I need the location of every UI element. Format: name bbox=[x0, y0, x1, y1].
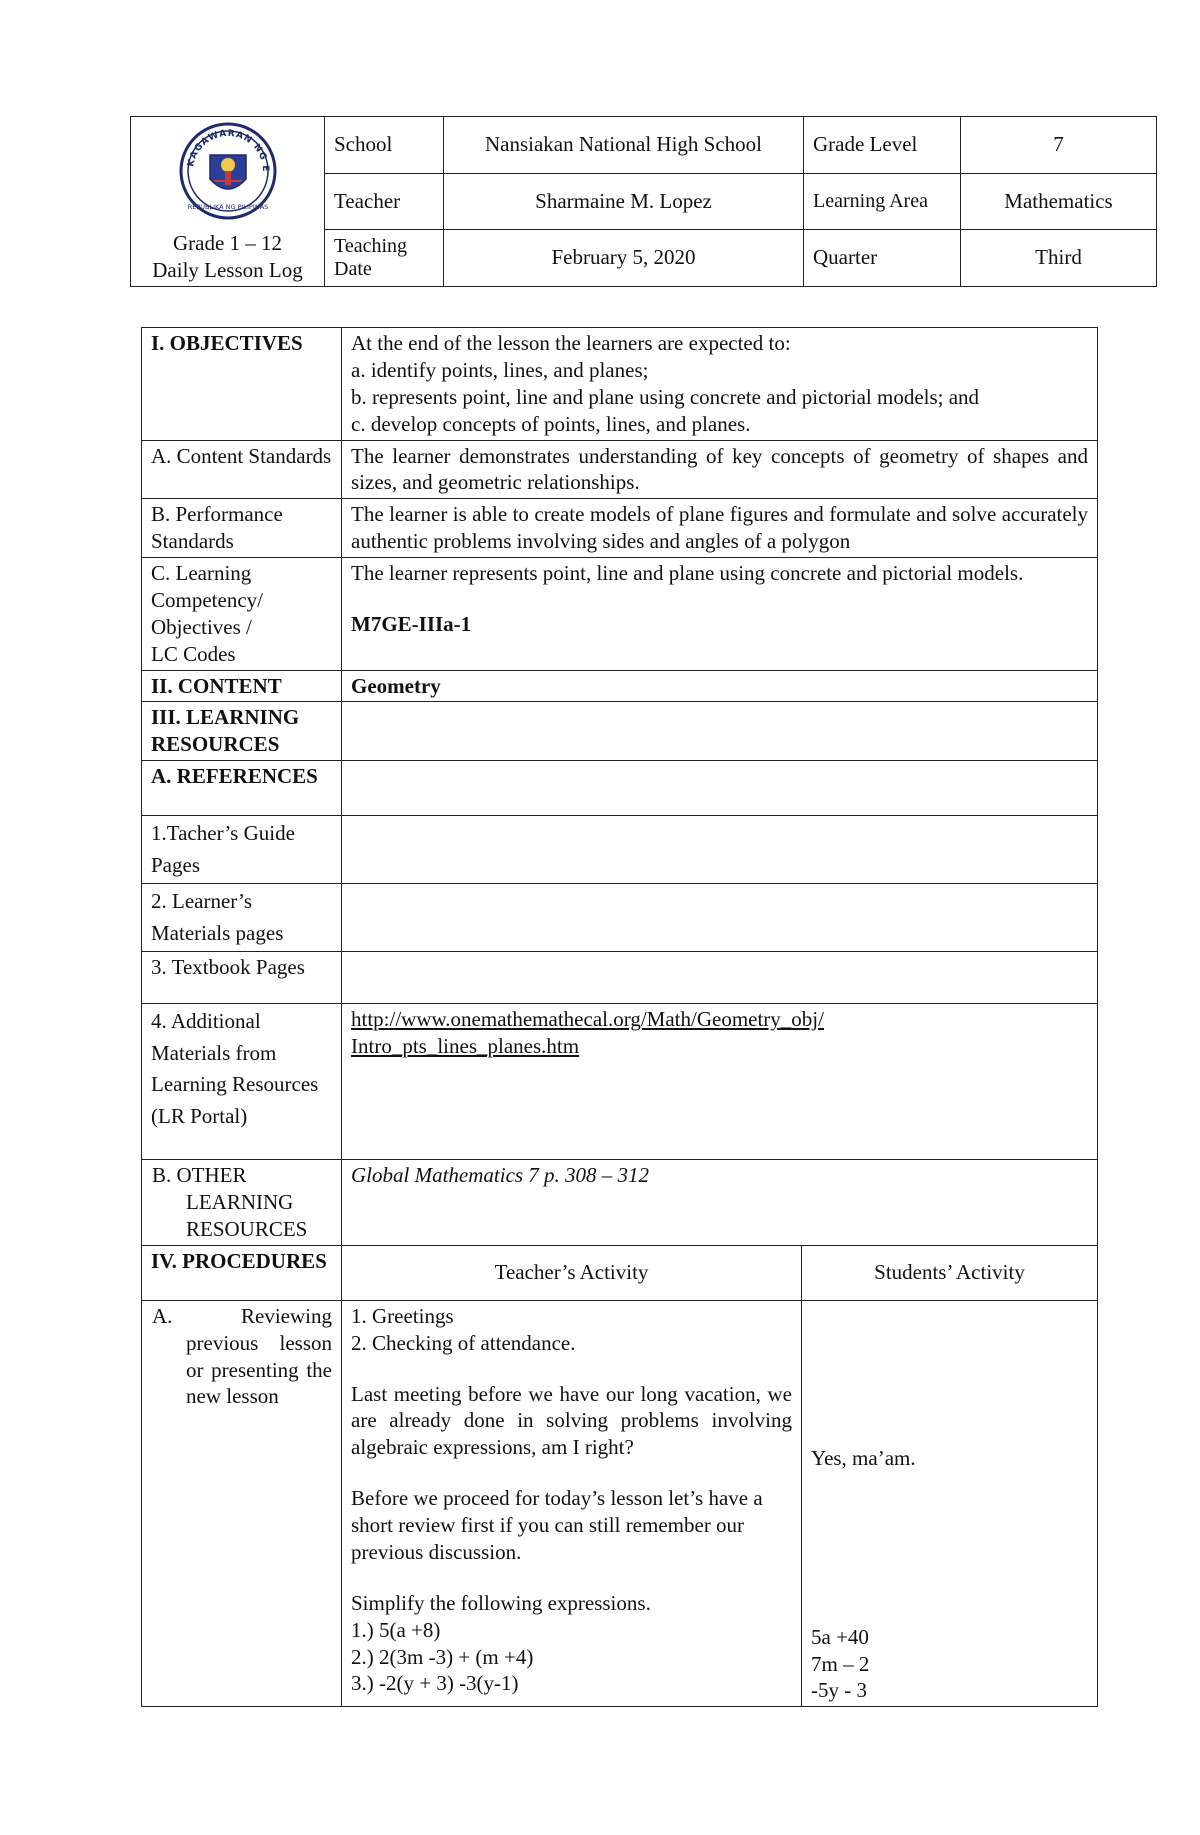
learning-resources-label: III. LEARNING RESOURCES bbox=[151, 705, 300, 757]
grade-level-label: Grade Level bbox=[804, 117, 961, 174]
review-row bbox=[142, 1300, 1098, 1707]
expression-2: 2.) 2(3m -3) + (m +4) bbox=[351, 1644, 534, 1669]
lc-code: M7GE-IIIa-1 bbox=[351, 611, 472, 636]
objective-c: c. develop concepts of points, lines, and planes. bbox=[351, 411, 751, 436]
expression-3: 3.) -2(y + 3) -3(y-1) bbox=[351, 1671, 519, 1696]
additional-materials-row bbox=[142, 1004, 1098, 1160]
competency-label-line2: Competency/ bbox=[151, 587, 263, 612]
school-value: Nansiakan National High School bbox=[444, 117, 804, 174]
learners-materials-label: 2. Learner’s Materials pages bbox=[142, 884, 342, 952]
performance-standards-text: The learner is able to create models of plane figures and formulate and solve accurately authentic problems involving sides and angles of a polygon bbox=[342, 499, 1098, 558]
learning-area-label: Learning Area bbox=[804, 173, 961, 230]
teacher-step-attendance: 2. Checking of attendance. bbox=[351, 1330, 576, 1355]
lr-portal-link-line1: http://www.onemathemathecal.org/Math/Geometry_obj/ bbox=[351, 1007, 824, 1032]
content-standards-text: The learner demonstrates understanding of key concepts of geometry of shapes and sizes, and geometric relationships. bbox=[342, 440, 1098, 499]
learning-resources-row bbox=[142, 702, 1098, 761]
teacher-value: Sharmaine M. Lopez bbox=[444, 173, 804, 230]
lr-portal-link-line2: Intro_pts_lines_planes.htm bbox=[351, 1034, 580, 1058]
quarter-value: Third bbox=[961, 230, 1157, 287]
objective-b: b. represents point, line and plane using concrete and pictorial models; and bbox=[351, 384, 980, 409]
content-row bbox=[142, 670, 1098, 702]
review-label: A. Reviewing previous lesson or presenting the new lesson bbox=[142, 1300, 342, 1707]
teaching-date-label: Teaching Date bbox=[325, 230, 444, 287]
other-resources-label: B. OTHER LEARNING RESOURCES bbox=[142, 1160, 342, 1246]
answer-1: 5a +40 bbox=[811, 1624, 869, 1649]
other-resources-row bbox=[142, 1160, 1098, 1246]
learning-area-value: Mathematics bbox=[961, 173, 1157, 230]
answer-3: -5y - 3 bbox=[811, 1678, 867, 1703]
answer-2: 7m – 2 bbox=[811, 1651, 870, 1676]
school-label: School bbox=[325, 117, 444, 174]
svg-text:REPUBLIKA NG PILIPINAS: REPUBLIKA NG PILIPINAS bbox=[187, 203, 268, 211]
competency-label-line1: C. Learning bbox=[151, 561, 252, 585]
competency-label-line4: LC Codes bbox=[151, 641, 236, 666]
teachers-guide-row bbox=[142, 816, 1098, 884]
lr-portal-link[interactable] bbox=[351, 1007, 824, 1058]
teacher-review-intro: Before we proceed for today’s lesson let’s have a short review first if you can still remember our previous discussion. bbox=[351, 1486, 763, 1564]
procedures-label: IV. PROCEDURES bbox=[151, 1248, 327, 1273]
teacher-label: Teacher bbox=[325, 173, 444, 230]
competency-label-line3: Objectives / bbox=[151, 614, 252, 639]
expression-1: 1.) 5(a +8) bbox=[351, 1617, 441, 1642]
performance-standards-row bbox=[142, 499, 1098, 558]
content-standards-label: A. Content Standards bbox=[142, 440, 342, 499]
additional-materials-label: 4. Additional Materials from Learning Resources (LR Portal) bbox=[142, 1004, 342, 1160]
objective-a: a. identify points, lines, and planes; bbox=[351, 357, 649, 382]
document-type: Daily Lesson Log bbox=[152, 257, 303, 282]
lesson-log-header bbox=[130, 116, 1157, 287]
teacher-step-greetings: 1. Greetings bbox=[351, 1303, 454, 1328]
performance-standards-label: B. Performance Standards bbox=[142, 499, 342, 558]
students-activity-header: Students’ Activity bbox=[802, 1245, 1098, 1300]
teacher-activity-header: Teacher’s Activity bbox=[342, 1245, 802, 1300]
learners-materials-row bbox=[142, 884, 1098, 952]
teacher-review-question: Last meeting before we have our long vacation, we are already done in solving problems involving algebraic expressions, am I right? bbox=[351, 1381, 792, 1460]
deped-seal-icon bbox=[176, 121, 280, 221]
content-label: II. CONTENT bbox=[151, 673, 282, 698]
content-standards-row bbox=[142, 440, 1098, 499]
textbook-pages-row bbox=[142, 952, 1098, 1004]
competency-row bbox=[142, 558, 1098, 671]
svg-text:KAGAWARAN NG EDUKASYON: KAGAWARAN NG E bbox=[185, 128, 270, 173]
grade-level-value: 7 bbox=[961, 117, 1157, 174]
objectives-intro: At the end of the lesson the learners are expected to: bbox=[351, 331, 791, 355]
references-label: A. REFERENCES bbox=[151, 764, 318, 789]
student-response-yes: Yes, ma’am. bbox=[811, 1445, 916, 1470]
objectives-label: I. OBJECTIVES bbox=[151, 331, 303, 355]
procedures-header-row bbox=[142, 1245, 1098, 1300]
grade-range: Grade 1 – 12 bbox=[172, 230, 283, 255]
content-value: Geometry bbox=[351, 673, 441, 698]
references-row bbox=[142, 761, 1098, 816]
quarter-label: Quarter bbox=[804, 230, 961, 287]
deped-logo-cell bbox=[131, 117, 325, 287]
objectives-row bbox=[142, 328, 1098, 441]
competency-text: The learner represents point, line and plane using concrete and pictorial models. bbox=[351, 561, 1024, 585]
other-resources-value: Global Mathematics 7 p. 308 – 312 bbox=[351, 1163, 650, 1188]
teachers-guide-label: 1.Tacher’s Guide Pages bbox=[142, 816, 342, 884]
textbook-pages-label: 3. Textbook Pages bbox=[142, 952, 342, 1004]
teacher-simplify-prompt: Simplify the following expressions. bbox=[351, 1590, 651, 1615]
lesson-plan-table bbox=[141, 327, 1098, 1707]
teaching-date-value: February 5, 2020 bbox=[444, 230, 804, 287]
